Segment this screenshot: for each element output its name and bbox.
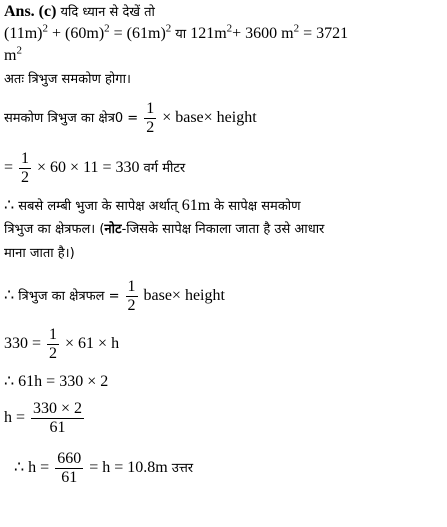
fraction-660-over-61: $\frac{660}{61}$ (57, 449, 82, 486)
final-answer-line: ∴ h = $\frac{660}{61}$ = h = 10.8m उत्तर (14, 449, 194, 486)
right-angle-conclusion: अतः त्रिभुज समकोण होगा। (4, 72, 131, 87)
fraction-330x2-over-61: $\frac{330 \times 2}{61}$ (33, 399, 83, 436)
answer-line (4, 2, 155, 23)
fraction-half: $\frac{1}{2}$ (146, 99, 155, 136)
triangle-area-line: ∴ त्रिभुज का क्षेत्रफल = $\frac{1}{2}$ base× height (4, 277, 225, 314)
fraction-half: $\frac{1}{2}$ (21, 149, 30, 186)
equation-330-line: 330 = $\frac{1}{2}$ × 61 × h (4, 325, 120, 362)
equation-61h-line: ∴ 61h = 330 × 2 (4, 373, 109, 390)
area-formula-line: समकोण त्रिभुज का क्षेत्र0 = $\frac{1}{2}$ × base× height (4, 99, 257, 136)
area-result-line: = $\frac{1}{2}$ × 60 × 11 = 330 वर्ग मीटर (4, 149, 186, 186)
longest-side-line: ∴ सबसे लम्बी भुजा के सापेक्ष अर्थात् 61m के सापेक्ष समकोण (4, 197, 301, 214)
fraction-half: $\frac{1}{2}$ (49, 325, 58, 362)
note-line: त्रिभुज का क्षेत्रफल। (नोट-जिसके सापेक्ष निकाला जाता है उसे आधार (4, 222, 325, 237)
answer-label: Ans. (c) (4, 3, 57, 20)
note-line-end: माना जाता है।) (4, 246, 75, 261)
pythagoras-line: $(11m)^2 + (60m)^2 = (61m)^2$ या $121m^2+ 3600$ $m^2 = 3721$ (4, 22, 349, 42)
answer-intro: यदि ध्यान से देखें तो (60, 5, 155, 20)
fraction-half: $\frac{1}{2}$ (127, 277, 136, 314)
equation-h-line: h = $\frac{330 \times 2}{61}$ (4, 399, 83, 436)
pythagoras-unit: $m^2$ (4, 44, 22, 64)
